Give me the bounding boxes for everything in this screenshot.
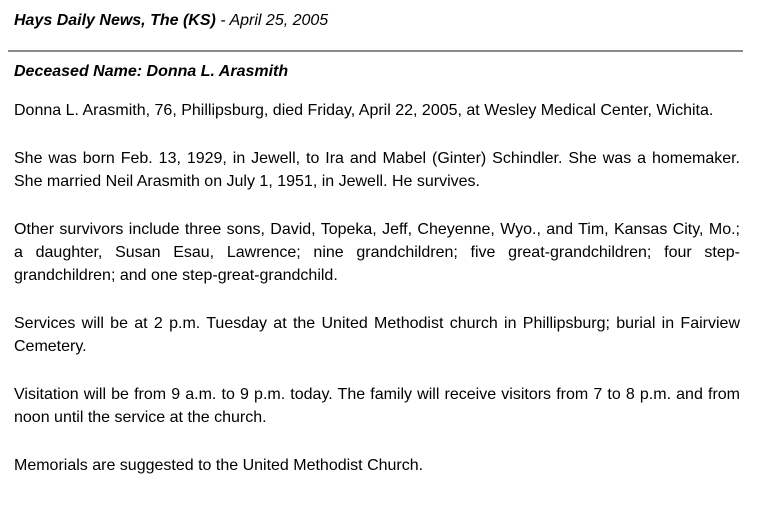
paragraph-visitation: Visitation will be from 9 a.m. to 9 p.m. today. The family will receive visitors from 7 to 8 p.m. and from noon until the service at the church.	[14, 386, 740, 426]
header-divider	[8, 50, 743, 52]
header-separator: -	[215, 12, 230, 29]
publication-header	[14, 10, 328, 32]
obituary-body	[14, 99, 740, 502]
paragraph-death-notice: Donna L. Arasmith, 76, Phillipsburg, died Friday, April 22, 2005, at Wesley Medical Center, Wichita.	[14, 102, 714, 119]
paragraph-survivors: Other survivors include three sons, David, Topeka, Jeff, Cheyenne, Wyo., and Tim, Kansas City, Mo.; a daughter, Susan Esau, Lawrence; nine grandchildren; five great-grandchildren; four step-grandchildren; and one step-great-grandchild.	[14, 221, 740, 284]
paragraph-memorials: Memorials are suggested to the United Methodist Church.	[14, 457, 424, 474]
deceased-name: Deceased Name: Donna L. Arasmith	[14, 63, 289, 80]
publication-source: Hays Daily News, The (KS)	[14, 12, 216, 29]
paragraph-biography: She was born Feb. 13, 1929, in Jewell, to Ira and Mabel (Ginter) Schindler. She was a homemaker. She married Neil Arasmith on July 1, 1951, in Jewell. He survives.	[14, 150, 740, 190]
publication-date: April 25, 2005	[229, 12, 329, 29]
paragraph-services: Services will be at 2 p.m. Tuesday at the United Methodist church in Phillipsburg; burial in Fairview Cemetery.	[14, 315, 740, 355]
